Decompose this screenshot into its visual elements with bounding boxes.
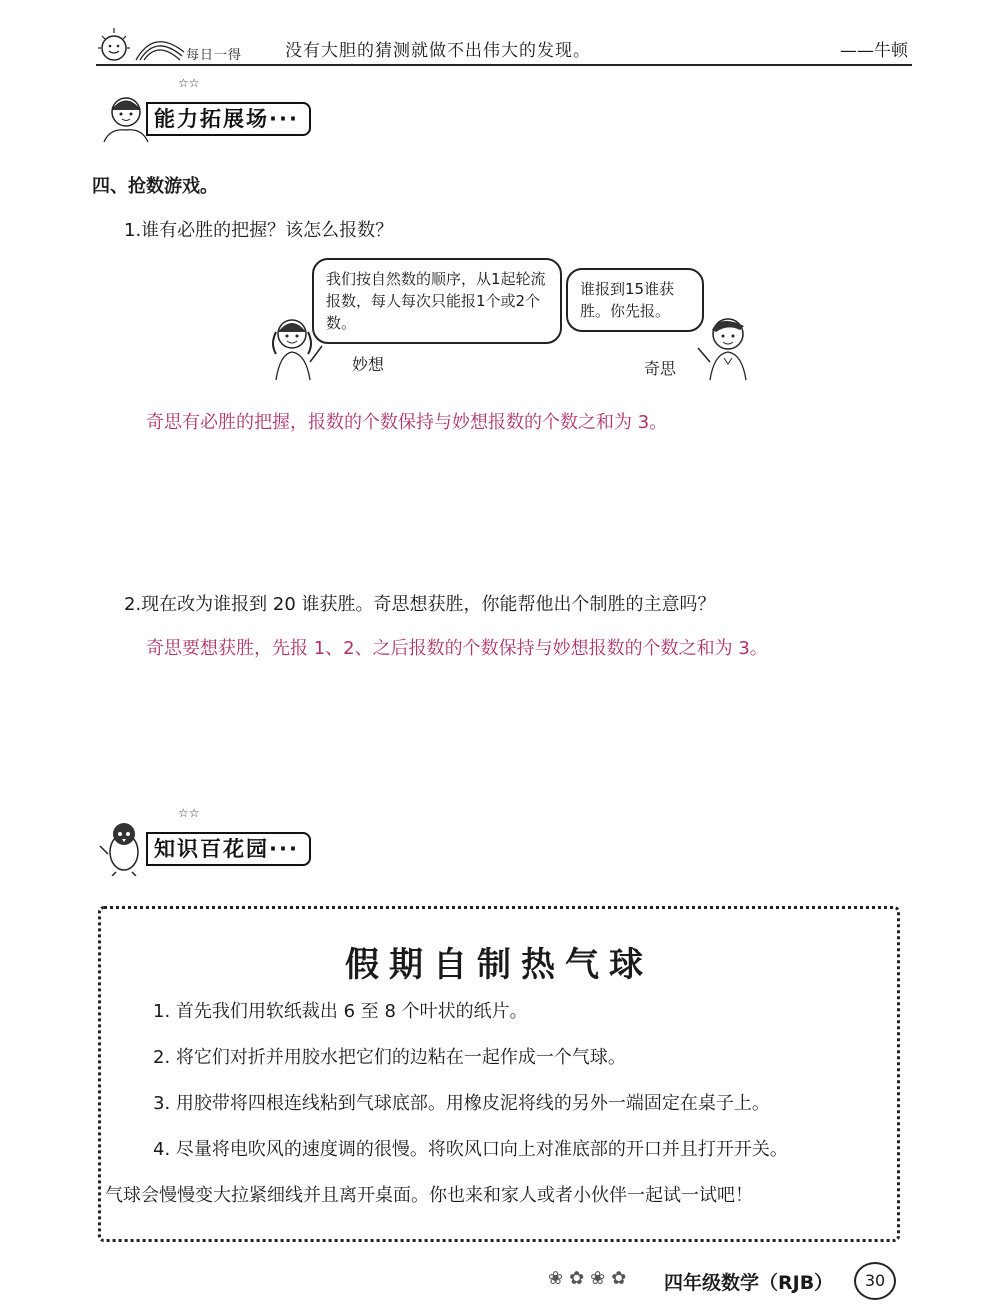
question-1: 1.谁有必胜的把握？该怎么报数？ — [124, 220, 394, 241]
answer-2: 奇思要想获胜，先报 1、2、之后报数的个数保持与妙想报数的个数之和为 3。 — [146, 638, 768, 659]
quote-author: ——牛顿 — [840, 41, 908, 61]
footer-grade: 四年级数学（RJB） — [664, 1272, 834, 1294]
speech-bubble-left: 我们按自然数的顺序，从1起轮流报数，每人每次只能报1个或2个数。 — [312, 258, 562, 344]
answer-1: 奇思有必胜的把握，报数的个数保持与妙想报数的个数之和为 3。 — [146, 412, 668, 433]
step-4: 4. 尽量将电吹风的速度调的很慢。将吹风口向上对准底部的开口并且打开开关。 — [153, 1139, 788, 1160]
header-quote: 没有大胆的猜测就做不出伟大的发现。 — [285, 41, 591, 61]
page-number: 30 — [854, 1262, 896, 1300]
banner-label: 能力拓展场··· — [146, 102, 311, 136]
name-right: 奇思 — [644, 359, 677, 378]
name-left: 妙想 — [352, 355, 385, 374]
step-conclusion: 气球会慢慢变大拉紧细线并且离开桌面。你也来和家人或者小伙伴一起试一试吧！ — [105, 1185, 753, 1206]
step-2: 2. 将它们对折并用胶水把它们的边粘在一起作成一个气球。 — [153, 1047, 626, 1068]
boy-qisi-icon — [690, 308, 760, 382]
knowledge-box — [98, 906, 900, 1242]
knowledge-title: 假期自制热气球 — [345, 945, 653, 985]
question-2: 2.现在改为谁报到 20 谁获胜。奇思想获胜，你能帮他出个制胜的主意吗？ — [124, 594, 716, 615]
stars-icon: ☆☆ — [178, 806, 200, 820]
step-3: 3. 用胶带将四根连线粘到气球底部。用橡皮泥将线的另外一端固定在桌子上。 — [153, 1093, 770, 1114]
footer-decoration-icon: ❀✿❀✿ — [548, 1268, 633, 1289]
speech-bubble-right: 谁报到15谁获胜。你先报。 — [566, 268, 704, 332]
header-divider — [96, 64, 912, 66]
daily-tag: 每日一得 — [186, 48, 243, 63]
banner-label: 知识百花园··· — [146, 832, 311, 866]
stars-icon: ☆☆ — [178, 76, 200, 90]
sun-rainbow-icon — [92, 22, 188, 66]
step-1: 1. 首先我们用软纸裁出 6 至 8 个叶状的纸片。 — [153, 1001, 528, 1022]
section-heading: 四、抢数游戏。 — [92, 176, 218, 197]
